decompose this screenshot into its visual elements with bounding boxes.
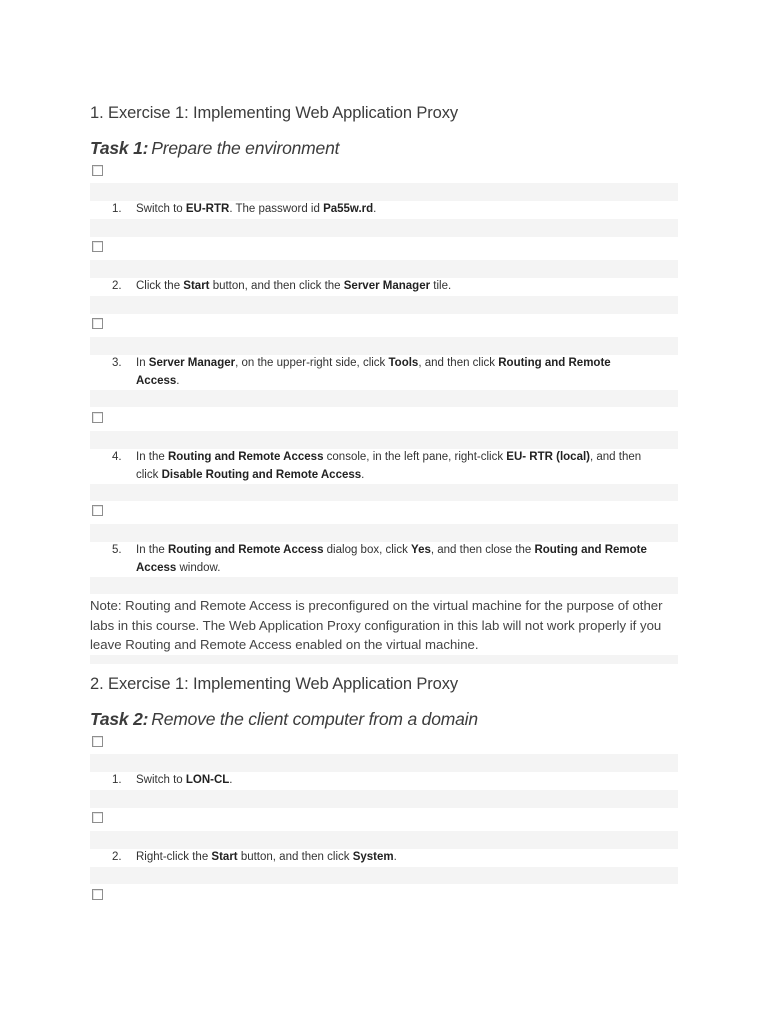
step-checkbox[interactable] <box>92 318 103 329</box>
step-band-bottom <box>90 790 678 808</box>
step-band-top <box>90 337 678 355</box>
step-number: 4. <box>112 451 122 463</box>
step-text <box>136 201 656 219</box>
step-text-bold: Server Manager <box>148 357 236 369</box>
task-label: Task 1: <box>90 138 149 158</box>
step-band-top <box>90 831 678 849</box>
exercise-heading-2: 2. Exercise 1: Implementing Web Application Proxy <box>90 675 459 693</box>
step-text-bold: Yes <box>411 544 431 556</box>
task-name: Remove the client computer from a domain <box>151 709 478 729</box>
step-item <box>90 355 678 390</box>
step-band-bottom <box>90 296 678 314</box>
step-checkbox[interactable] <box>92 165 103 176</box>
step-checkbox[interactable] <box>92 736 103 747</box>
step-text-bold: Routing and Remote Access <box>136 544 647 574</box>
step-band-top <box>90 754 678 772</box>
step-text-bold: Server Manager <box>343 280 431 292</box>
step-checkbox[interactable] <box>92 889 103 900</box>
step-checkbox[interactable] <box>92 412 103 423</box>
step-item <box>90 542 678 577</box>
step-checkbox[interactable] <box>92 241 103 252</box>
step-text-part: tile. <box>430 280 452 292</box>
step-number: 2. <box>112 280 122 292</box>
step-band-top <box>90 431 678 449</box>
step-text-part: . <box>176 374 180 387</box>
step-text-part: console, in the left pane, right-click <box>323 451 507 463</box>
step-text-bold: Start <box>183 280 210 292</box>
exercise-heading-1: 1. Exercise 1: Implementing Web Application Proxy <box>90 104 459 122</box>
step-item <box>90 849 678 867</box>
task-title-2 <box>90 709 478 730</box>
step-text-part: , and then close the <box>430 544 535 556</box>
step-number: 5. <box>112 544 122 556</box>
step-text <box>136 449 656 484</box>
note-paragraph: Note: Routing and Remote Access is preconfigured on the virtual machine for the purpose of other labs in this course. The Web Application Proxy configuration in this lab will not work properly if you leave Routing and Remote Access enabled on the virtual machine. <box>90 598 663 652</box>
step-item <box>90 772 678 790</box>
step-text <box>136 849 656 867</box>
step-text <box>136 542 656 577</box>
step-band-bottom <box>90 577 678 594</box>
step-text <box>136 772 656 790</box>
step-text-part: . <box>361 468 365 481</box>
step-text-part: window. <box>176 561 221 574</box>
task-label: Task 2: <box>90 709 149 729</box>
step-text-part: Right-click the <box>136 851 212 863</box>
note-band <box>90 655 678 664</box>
step-band-bottom <box>90 484 678 501</box>
task-title-1 <box>90 138 339 159</box>
step-text-part: , on the upper-right side, click <box>235 357 389 369</box>
step-text-bold: System <box>352 851 394 863</box>
step-checkbox[interactable] <box>92 505 103 516</box>
step-text-part: . <box>393 851 397 863</box>
step-number: 2. <box>112 851 122 863</box>
step-text-bold: Pa55w.rd <box>323 203 374 215</box>
step-text-part: Click the <box>136 280 184 292</box>
step-band-top <box>90 524 678 542</box>
step-band-bottom <box>90 219 678 237</box>
step-checkbox[interactable] <box>92 812 103 823</box>
step-text-bold: Tools <box>388 357 419 369</box>
step-text-bold: Routing and Remote Access <box>167 451 324 463</box>
step-text-part: , and then click <box>136 451 642 481</box>
step-text-bold: Routing and Remote Access <box>136 357 611 387</box>
step-number: 1. <box>112 203 122 215</box>
step-text-part: Switch to <box>136 203 186 215</box>
task-name: Prepare the environment <box>151 138 340 158</box>
step-text <box>136 278 656 296</box>
step-band-top <box>90 183 678 201</box>
step-text-part: button, and then click the <box>209 280 344 292</box>
step-item <box>90 278 678 296</box>
step-text-part: , and then click <box>418 357 499 369</box>
step-band-top <box>90 260 678 278</box>
step-text-bold: Routing and Remote Access <box>167 544 324 556</box>
step-band-bottom <box>90 390 678 407</box>
step-number: 1. <box>112 774 122 786</box>
step-text-part: . The password id <box>229 203 324 215</box>
step-text <box>136 355 656 390</box>
step-text-bold: EU-RTR <box>185 203 230 215</box>
step-band-bottom <box>90 867 678 884</box>
step-text-part: Switch to <box>136 774 186 786</box>
step-item <box>90 449 678 484</box>
step-text-bold: Disable Routing and Remote Access <box>161 468 362 481</box>
step-text-part: In the <box>136 544 168 556</box>
step-text-bold: Start <box>211 851 238 863</box>
step-text-part: In <box>136 357 149 369</box>
step-text-bold: EU- RTR (local) <box>506 451 590 463</box>
step-number: 3. <box>112 357 122 369</box>
step-item <box>90 201 678 219</box>
step-text-part: dialog box, click <box>323 544 412 556</box>
step-text-part: In the <box>136 451 168 463</box>
step-text-bold: LON-CL <box>185 774 230 786</box>
step-text-part: button, and then click <box>237 851 353 863</box>
step-text-part: . <box>373 203 377 215</box>
step-text-part: . <box>229 774 233 786</box>
